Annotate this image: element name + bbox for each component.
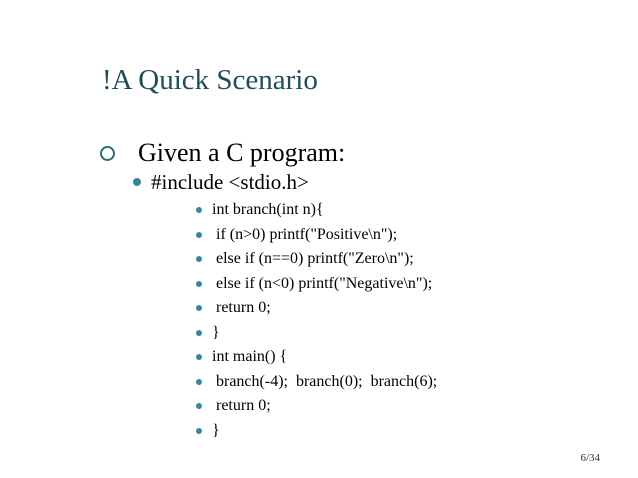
code-line-text: int main() {: [212, 348, 288, 366]
code-line-text: else if (n<0) printf("Negative\n");: [212, 274, 433, 292]
code-line-text: return 0;: [212, 299, 271, 317]
code-line-text: if (n>0) printf("Positive\n");: [212, 225, 398, 243]
bullet-level2-text: #include <stdio.h>: [151, 169, 309, 194]
code-line: [196, 394, 437, 419]
bullet-level2: [133, 168, 309, 196]
code-line: [196, 345, 437, 370]
ring-bullet-icon: [100, 146, 115, 161]
code-line-text: int branch(int n){: [212, 201, 324, 219]
code-line-text: }: [212, 421, 220, 439]
slide-title: !A Quick Scenario: [102, 64, 318, 96]
dot-bullet-icon: [133, 178, 141, 186]
dot-bullet-icon: [196, 207, 202, 213]
dot-bullet-icon: [196, 232, 202, 238]
code-line: [196, 419, 437, 444]
code-line-text: }: [212, 323, 220, 341]
dot-bullet-icon: [196, 281, 202, 287]
code-line: [196, 370, 437, 395]
code-line-text: return 0;: [212, 397, 271, 415]
code-line: [196, 296, 437, 321]
code-line: [196, 247, 437, 272]
dot-bullet-icon: [196, 428, 202, 434]
bullet-level1-text: Given a C program:: [138, 138, 346, 167]
code-line: [196, 198, 437, 223]
dot-bullet-icon: [196, 403, 202, 409]
dot-bullet-icon: [196, 379, 202, 385]
code-line: [196, 272, 437, 297]
page-number: 6/34: [580, 452, 600, 464]
dot-bullet-icon: [196, 330, 202, 336]
code-line-text: else if (n==0) printf("Zero\n");: [212, 250, 414, 268]
code-line: [196, 321, 437, 346]
dot-bullet-icon: [196, 256, 202, 262]
code-line-text: branch(-4); branch(0); branch(6);: [212, 372, 438, 390]
code-line: [196, 223, 437, 248]
bullet-level1: [100, 134, 345, 172]
dot-bullet-icon: [196, 305, 202, 311]
code-list: [196, 198, 437, 443]
dot-bullet-icon: [196, 354, 202, 360]
